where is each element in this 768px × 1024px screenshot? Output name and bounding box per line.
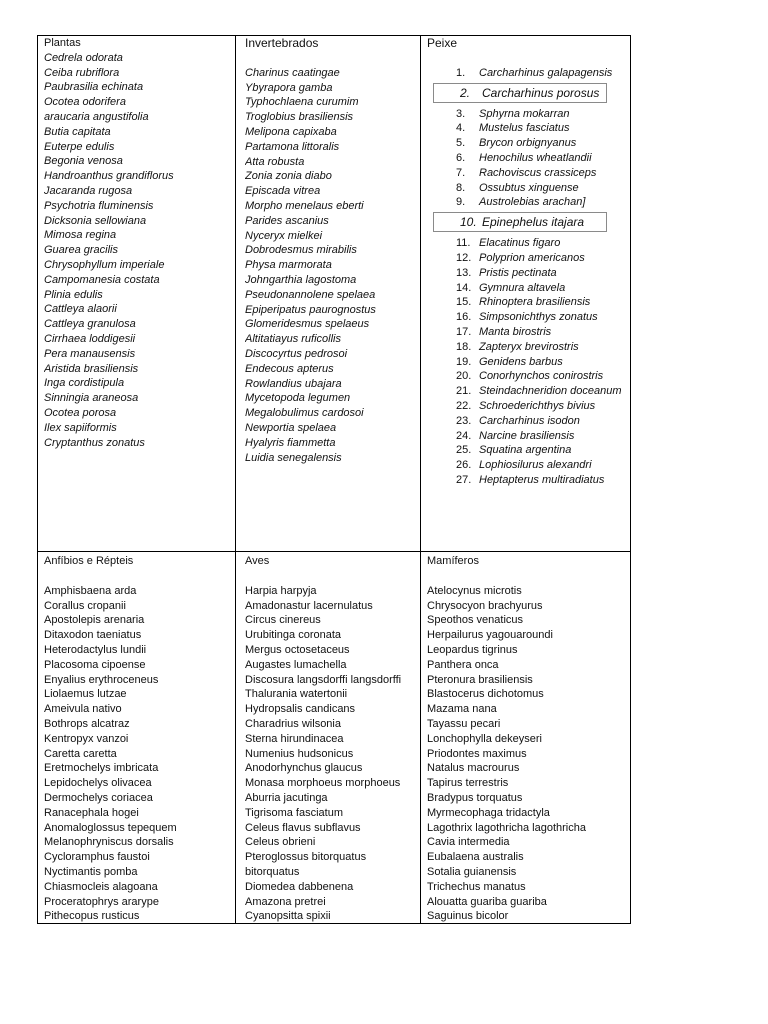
fish-list-item bbox=[427, 384, 629, 399]
species-item: Apostolepis arenaria bbox=[44, 614, 145, 627]
species-item: Ybyrapora gamba bbox=[245, 81, 333, 94]
species-item: Guarea gracilis bbox=[44, 244, 118, 257]
fish-number: 24. bbox=[456, 429, 472, 442]
species-item: Partamona littoralis bbox=[245, 140, 340, 153]
species-item: Cirrhaea loddigesii bbox=[44, 332, 136, 345]
column-divider bbox=[235, 36, 236, 923]
species-item: Anomaloglossus tepequem bbox=[44, 821, 177, 834]
species-item: Paubrasilia echinata bbox=[44, 81, 144, 94]
fish-list-item bbox=[427, 107, 631, 122]
species-item: Bothrops alcatraz bbox=[44, 717, 130, 730]
list-aves bbox=[245, 584, 419, 922]
fish-name: Rachoviscus crassiceps bbox=[479, 166, 597, 179]
fish-list-item bbox=[427, 369, 631, 384]
species-item: Tigrisoma fasciatum bbox=[245, 806, 344, 819]
species-item: Nyctimantis pomba bbox=[44, 865, 138, 878]
fish-list-item bbox=[427, 429, 631, 444]
species-item: Kentropyx vanzoi bbox=[44, 732, 129, 745]
species-item: Cavia intermedia bbox=[427, 836, 510, 849]
fish-name: Ossubtus xinguense bbox=[479, 181, 579, 194]
species-item: Begonia venosa bbox=[44, 155, 123, 168]
fish-list-item bbox=[427, 166, 631, 181]
fish-name: Polyprion americanos bbox=[479, 251, 585, 264]
fish-number: 10. bbox=[460, 215, 477, 230]
species-item: Endecous apterus bbox=[245, 362, 334, 375]
species-item: Handroanthus grandiflorus bbox=[44, 170, 174, 183]
species-item: Heterodactylus lundii bbox=[44, 643, 147, 656]
fish-number: 18. bbox=[456, 340, 472, 353]
fish-number: 25. bbox=[456, 444, 472, 457]
fish-list-item bbox=[427, 236, 631, 251]
section-title-anfibios: Anfíbios e Répteis bbox=[44, 555, 134, 567]
row-divider bbox=[38, 551, 630, 552]
fish-name: Steindachneridion doceanum bbox=[479, 385, 622, 398]
fish-number: 5. bbox=[456, 137, 466, 150]
species-item: Ceiba rubriflora bbox=[44, 66, 120, 79]
fish-number: 8. bbox=[456, 181, 466, 194]
fish-list-item bbox=[427, 251, 631, 266]
species-item: Enyalius erythroceneus bbox=[44, 673, 159, 686]
cell-anfibios bbox=[44, 554, 232, 922]
species-item: Episcada vitrea bbox=[245, 185, 321, 198]
fish-list-item bbox=[427, 281, 631, 296]
species-item: Troglobius brasiliensis bbox=[245, 111, 354, 124]
fish-number: 16. bbox=[456, 311, 472, 324]
species-item: Atelocynus microtis bbox=[427, 584, 522, 597]
species-item: Lonchophylla dekeyseri bbox=[427, 732, 542, 745]
species-item: Natalus macrourus bbox=[427, 762, 520, 775]
species-item: Zonia zonia diabo bbox=[245, 170, 332, 183]
species-item: Pteronura brasiliensis bbox=[427, 673, 533, 686]
fish-number: 15. bbox=[456, 296, 472, 309]
section-title-plantas: Plantas bbox=[44, 37, 81, 49]
species-item: Pseudonannolene spelaea bbox=[245, 288, 376, 301]
fish-name: Gymnura altavela bbox=[479, 281, 566, 294]
species-item: Dobrodesmus mirabilis bbox=[245, 244, 357, 257]
species-item: Mazama nana bbox=[427, 703, 497, 716]
species-item: Plinia edulis bbox=[44, 288, 103, 301]
species-item: Melipona capixaba bbox=[245, 125, 337, 138]
species-item: Circus cinereus bbox=[245, 614, 321, 627]
fish-number: 6. bbox=[456, 151, 466, 164]
species-item: Corallus cropanii bbox=[44, 599, 126, 612]
species-item: Monasa morphoeus morphoeus bbox=[245, 777, 401, 790]
fish-number: 11. bbox=[456, 237, 471, 250]
species-item: Cryptanthus zonatus bbox=[44, 436, 145, 449]
species-item: Johngarthia lagostoma bbox=[245, 273, 357, 286]
fish-list-item bbox=[427, 136, 631, 151]
species-item: Discocyrtus pedrosoi bbox=[245, 347, 348, 360]
species-item: Psychotria fluminensis bbox=[44, 199, 154, 212]
fish-name: Genidens barbus bbox=[479, 355, 563, 368]
species-item: Mergus octosetaceus bbox=[245, 643, 350, 656]
species-item: Chiasmocleis alagoana bbox=[44, 880, 158, 893]
species-item: Inga cordistipula bbox=[44, 377, 125, 390]
list-mamiferos bbox=[427, 584, 631, 922]
cell-mamiferos bbox=[427, 554, 631, 922]
species-item: Anodorhynchus glaucus bbox=[245, 762, 363, 775]
species-item: Morpho menelaus eberti bbox=[245, 199, 364, 212]
species-item: Amadonastur lacernulatus bbox=[245, 599, 373, 612]
fish-number: 4. bbox=[456, 122, 466, 135]
fish-name: Rhinoptera brasiliensis bbox=[479, 296, 591, 309]
species-item: Hydropsalis candicans bbox=[245, 703, 356, 716]
fish-number: 2. bbox=[460, 85, 471, 100]
fish-list-item bbox=[427, 443, 631, 458]
fish-list-item bbox=[427, 458, 631, 473]
species-item: Celeus flavus subflavus bbox=[245, 821, 361, 834]
species-item: Urubitinga coronata bbox=[245, 629, 342, 642]
species-item: Megalobulimus cardosoi bbox=[245, 407, 364, 420]
species-item: Cattleya alaorii bbox=[44, 303, 117, 316]
species-item: Blastocerus dichotomus bbox=[427, 688, 544, 701]
species-item: Eubalaena australis bbox=[427, 851, 524, 864]
fish-name: Brycon orbignyanus bbox=[479, 137, 577, 150]
fish-number: 1. bbox=[456, 66, 466, 79]
species-item: Pithecopus rusticus bbox=[44, 910, 140, 922]
species-item: Discosura langsdorffi langsdorffi bbox=[245, 673, 402, 686]
fish-name: Heptapterus multiradiatus bbox=[479, 473, 605, 486]
fish-name: Manta birostris bbox=[479, 325, 552, 338]
species-item: Rowlandius ubajara bbox=[245, 377, 342, 390]
species-item: Dicksonia sellowiana bbox=[44, 214, 147, 227]
section-title-peixe: Peixe bbox=[427, 36, 458, 50]
species-item: Trichechus manatus bbox=[427, 880, 526, 893]
species-item: Melanophryniscus dorsalis bbox=[44, 836, 174, 849]
fish-list-item bbox=[427, 355, 631, 370]
species-item: Campomanesia costata bbox=[44, 273, 160, 286]
fish-list-item bbox=[427, 121, 631, 136]
fish-number: 23. bbox=[456, 414, 472, 427]
fish-list-item bbox=[427, 414, 631, 429]
species-item: Speothos venaticus bbox=[427, 614, 524, 627]
species-item: Diomedea dabbenena bbox=[245, 880, 354, 893]
fish-list-item bbox=[427, 266, 631, 281]
species-item: Tayassu pecari bbox=[427, 717, 501, 730]
fish-name: Conorhynchos conirostris bbox=[479, 370, 604, 383]
section-title-aves: Aves bbox=[245, 555, 270, 567]
species-item: Nyceryx mielkei bbox=[245, 229, 323, 242]
species-item: Sotalia guianensis bbox=[427, 865, 517, 878]
species-item: Aristida brasiliensis bbox=[44, 362, 139, 375]
species-table bbox=[37, 35, 631, 924]
species-item: Saguinus bicolor bbox=[427, 910, 509, 922]
fish-number: 12. bbox=[456, 251, 472, 264]
species-item: Cedrela odorata bbox=[44, 51, 123, 64]
species-item: Ranacephala hogei bbox=[44, 806, 139, 819]
fish-number: 20. bbox=[456, 370, 472, 383]
species-item: Charinus caatingae bbox=[245, 66, 340, 79]
species-item: araucaria angustifolia bbox=[44, 110, 149, 123]
species-item: Ocotea odorifera bbox=[44, 96, 126, 109]
species-item: Aburria jacutinga bbox=[245, 791, 328, 804]
species-item: Liolaemus lutzae bbox=[44, 688, 127, 701]
fish-number: 13. bbox=[456, 266, 472, 279]
species-item: Glomeridesmus spelaeus bbox=[245, 318, 370, 331]
species-item: Chrysophyllum imperiale bbox=[44, 258, 165, 271]
species-item: Myrmecophaga tridactyla bbox=[427, 806, 550, 819]
species-item: Lepidochelys olivacea bbox=[44, 777, 152, 790]
section-title-invertebrados: Invertebrados bbox=[245, 36, 319, 50]
fish-name: Sphyrna mokarran bbox=[479, 107, 570, 120]
species-item: Cyanopsitta spixii bbox=[245, 910, 331, 922]
species-item: Priodontes maximus bbox=[427, 747, 527, 760]
species-item: Lagothrix lagothricha lagothricha bbox=[427, 821, 586, 834]
fish-list-item bbox=[427, 473, 631, 488]
fish-name: Austrolebias arachan] bbox=[479, 196, 586, 209]
fish-name: Epinephelus itajara bbox=[482, 215, 585, 230]
species-item: Luidia senegalensis bbox=[245, 451, 342, 464]
fish-name: Carcharhinus isodon bbox=[479, 414, 580, 427]
species-item: Augastes lumachella bbox=[245, 658, 347, 671]
species-item: Amphisbaena arda bbox=[44, 584, 137, 597]
species-item: Panthera onca bbox=[427, 658, 499, 671]
fish-number: 14. bbox=[456, 281, 472, 294]
fish-name: Carcharhinus galapagensis bbox=[479, 66, 613, 79]
species-item: Ditaxodon taeniatus bbox=[44, 629, 142, 642]
species-item: Sterna hirundinacea bbox=[245, 732, 344, 745]
species-item: Ameivula nativo bbox=[44, 703, 122, 716]
species-item: Hyalyris fiammetta bbox=[245, 436, 336, 449]
species-item: Sinningia araneosa bbox=[44, 392, 139, 405]
species-item: Caretta caretta bbox=[44, 747, 117, 760]
fish-name: Schroederichthys bivius bbox=[479, 399, 596, 412]
species-item: Alouatta guariba guariba bbox=[427, 895, 547, 908]
species-item: Eretmochelys imbricata bbox=[44, 762, 159, 775]
section-title-mamiferos: Mamíferos bbox=[427, 555, 479, 567]
fish-number: 27. bbox=[456, 473, 472, 486]
species-item: Physa marmorata bbox=[245, 259, 332, 272]
cell-invertebrados bbox=[245, 36, 417, 550]
fish-list-item bbox=[427, 151, 631, 166]
fish-list-item bbox=[427, 181, 631, 196]
fish-number: 3. bbox=[456, 107, 466, 120]
species-item: bitorquatus bbox=[245, 865, 300, 878]
species-item: Cycloramphus faustoi bbox=[44, 851, 150, 864]
species-item: Thalurania watertonii bbox=[245, 688, 348, 701]
fish-number: 7. bbox=[456, 166, 466, 179]
species-item: Jacaranda rugosa bbox=[44, 184, 133, 197]
fish-name: Lophiosilurus alexandri bbox=[479, 459, 592, 472]
fish-number: 22. bbox=[456, 399, 472, 412]
species-item: Leopardus tigrinus bbox=[427, 643, 518, 656]
species-item: Numenius hudsonicus bbox=[245, 747, 354, 760]
cell-plantas bbox=[44, 36, 232, 550]
fish-list-item bbox=[427, 399, 631, 414]
species-item: Pteroglossus bitorquatus bbox=[245, 851, 367, 864]
fish-name: Zapteryx brevirostris bbox=[479, 340, 579, 353]
fish-name: Mustelus fasciatus bbox=[479, 122, 570, 135]
species-item: Butia capitata bbox=[44, 125, 111, 138]
species-item: Amazona pretrei bbox=[245, 895, 326, 908]
fish-list-item bbox=[427, 325, 631, 340]
species-item: Ilex sapiiformis bbox=[44, 421, 117, 434]
species-item: Epiperipatus paurognostus bbox=[245, 303, 376, 316]
fish-list-item bbox=[427, 310, 631, 325]
fish-name: Pristis pectinata bbox=[479, 266, 557, 279]
fish-number: 17. bbox=[456, 325, 472, 338]
fish-name: Simpsonichthys zonatus bbox=[479, 311, 598, 324]
list-peixe bbox=[427, 66, 631, 488]
species-item: Altitatiayus ruficollis bbox=[245, 333, 341, 346]
fish-name: Carcharhinus porosus bbox=[482, 85, 600, 100]
column-divider bbox=[420, 36, 421, 923]
species-item: Pera manausensis bbox=[44, 347, 136, 360]
species-item: Chrysocyon brachyurus bbox=[427, 599, 543, 612]
fish-list-item bbox=[433, 212, 607, 232]
species-item: Proceratophrys ararype bbox=[44, 895, 159, 908]
fish-list-item bbox=[427, 66, 631, 81]
species-item: Placosoma cipoense bbox=[44, 658, 146, 671]
fish-list-item bbox=[427, 195, 631, 210]
list-invertebrados bbox=[245, 66, 417, 466]
species-item: Celeus obrieni bbox=[245, 836, 316, 849]
fish-name: Henochilus wheatlandii bbox=[479, 151, 592, 164]
species-item: Herpailurus yagouaroundi bbox=[427, 629, 553, 642]
species-item: Charadrius wilsonia bbox=[245, 717, 341, 730]
fish-name: Squatina argentina bbox=[479, 444, 572, 457]
species-item: Dermochelys coriacea bbox=[44, 791, 153, 804]
list-anfibios bbox=[44, 584, 232, 922]
species-item: Newportia spelaea bbox=[245, 421, 337, 434]
cell-aves bbox=[245, 554, 419, 922]
species-item: Harpia harpyja bbox=[245, 584, 317, 597]
species-item: Typhochlaena curumim bbox=[245, 96, 359, 109]
species-item: Tapirus terrestris bbox=[427, 777, 509, 790]
fish-list-item bbox=[427, 295, 631, 310]
cell-peixe bbox=[427, 36, 631, 550]
species-item: Mycetopoda legumen bbox=[245, 392, 351, 405]
fish-number: 19. bbox=[456, 355, 472, 368]
fish-number: 21. bbox=[456, 385, 472, 398]
list-plantas bbox=[44, 51, 232, 451]
species-item: Parides ascanius bbox=[245, 214, 329, 227]
species-item: Bradypus torquatus bbox=[427, 791, 523, 804]
species-item: Atta robusta bbox=[245, 155, 305, 168]
species-item: Euterpe edulis bbox=[44, 140, 115, 153]
fish-number: 9. bbox=[456, 196, 466, 209]
species-item: Cattleya granulosa bbox=[44, 318, 136, 331]
fish-list-item bbox=[433, 83, 607, 103]
species-item: Ocotea porosa bbox=[44, 406, 117, 419]
fish-number: 26. bbox=[456, 459, 472, 472]
species-item: Mimosa regina bbox=[44, 229, 117, 242]
fish-list-item bbox=[427, 340, 631, 355]
fish-name: Elacatinus figaro bbox=[479, 237, 561, 250]
fish-name: Narcine brasiliensis bbox=[479, 429, 575, 442]
